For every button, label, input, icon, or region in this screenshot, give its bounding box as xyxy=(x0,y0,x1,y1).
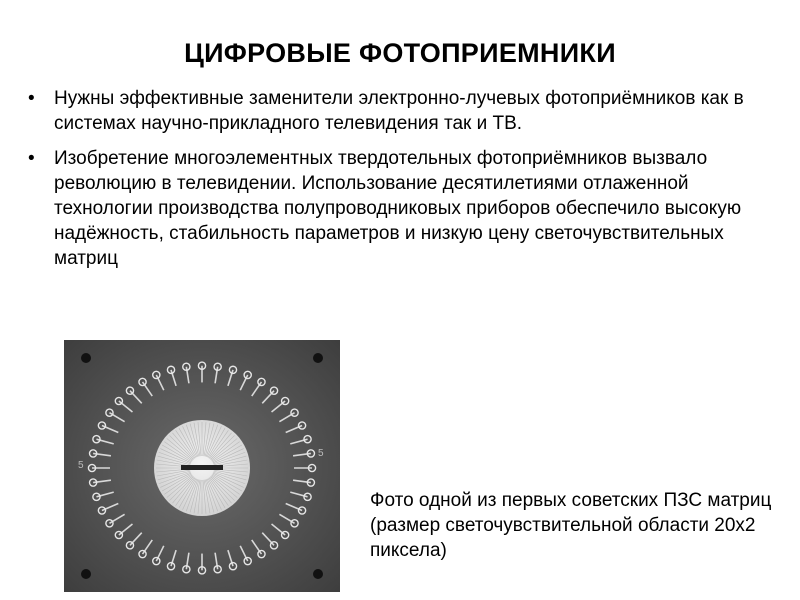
bullet-list xyxy=(28,86,788,281)
mounting-hole xyxy=(313,353,323,363)
bullet-item xyxy=(28,146,788,271)
mounting-hole xyxy=(81,353,91,363)
chip-marking-right: 5 xyxy=(318,448,324,459)
bullet-text: Изобретение многоэлементных твердотельных фотоприёмников вызвало революцию в телевидении. Использование десятилетиями отлаженной технологии производства полупроводниковых приборов обеспечило высокую надёжность, стабильность параметров и низкую цену светочувствительных матриц xyxy=(54,148,742,269)
bullet-item xyxy=(28,86,788,136)
chip-marking-left: 5 xyxy=(78,460,84,471)
photo-caption: Фото одной из первых советских ПЗС матриц (размер светочувствительной области 20х2 пиксела) xyxy=(370,490,772,561)
sensor-array xyxy=(181,465,223,470)
ccd-chip-photo xyxy=(64,340,340,592)
mounting-hole xyxy=(81,569,91,579)
bullet-icon: • xyxy=(28,88,35,109)
bullet-icon: • xyxy=(28,148,35,169)
bullet-text: Нужны эффективные заменители электронно-лучевых фотоприёмников как в системах научно-прикладного телевидения так и ТВ. xyxy=(54,88,744,134)
mounting-hole xyxy=(313,569,323,579)
slide-title: ЦИФРОВЫЕ ФОТОПРИЕМНИКИ xyxy=(184,38,616,69)
